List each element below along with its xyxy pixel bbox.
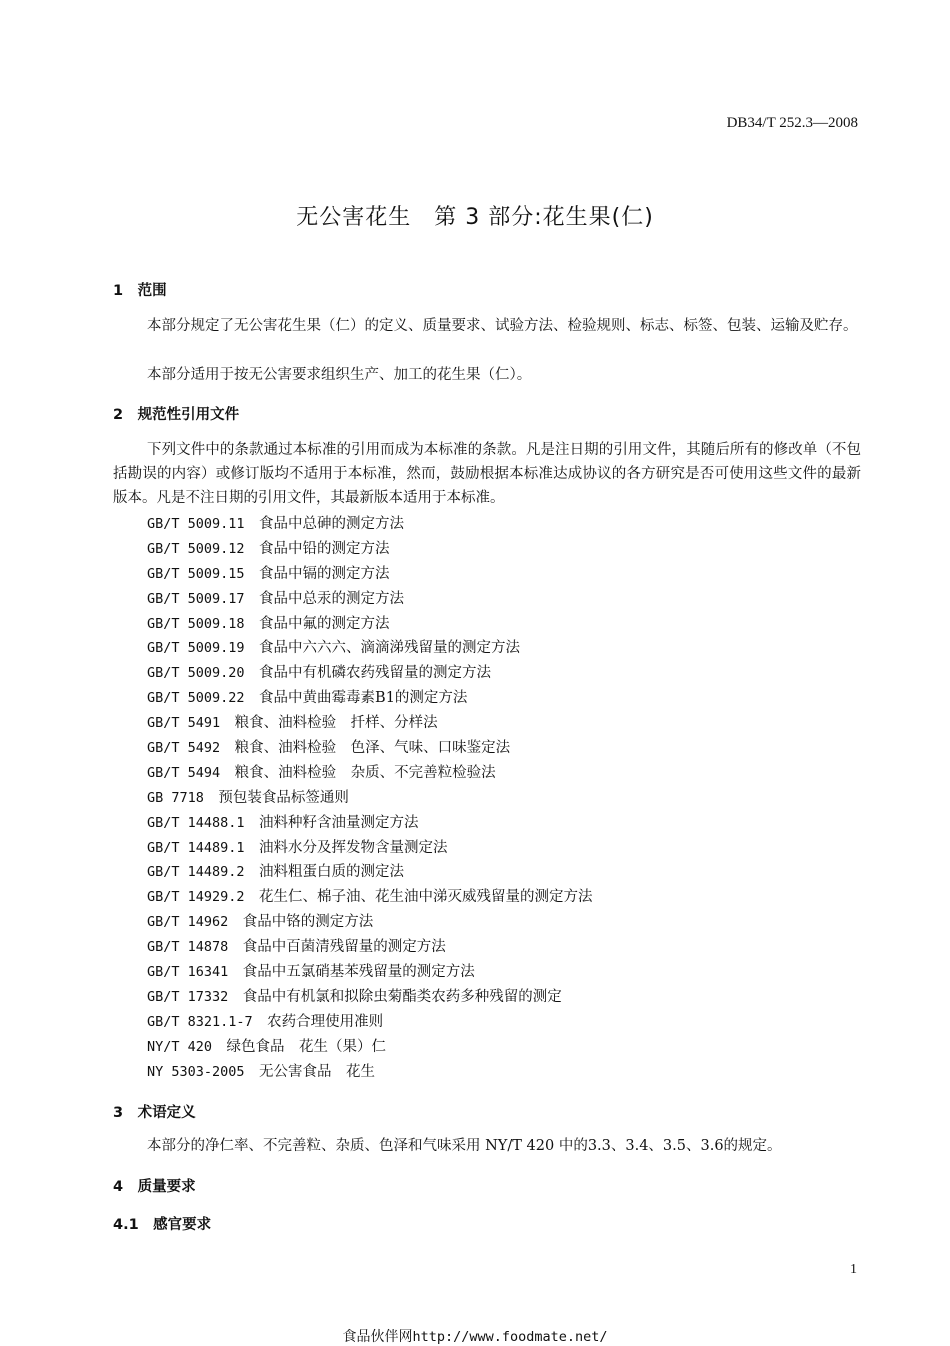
reference-list [147, 512, 593, 1084]
section-4-1-heading: 4.1 感官要求 [113, 1217, 212, 1233]
reference-item [147, 786, 593, 811]
reference-title: 无公害食品 花生 [259, 1063, 376, 1080]
reference-item [147, 1035, 593, 1060]
reference-code: NY/T 420 [147, 1038, 213, 1055]
footer-url[interactable]: http://www.foodmate.net/ [412, 1329, 608, 1345]
reference-code: GB/T 8321.1-7 [147, 1013, 253, 1030]
reference-item [147, 612, 593, 637]
reference-code: GB/T 14929.2 [147, 889, 245, 906]
reference-item [147, 711, 593, 736]
reference-title: 粮食、油料检验 杂质、不完善粒检验法 [234, 764, 496, 781]
reference-item [147, 736, 593, 761]
reference-item [147, 562, 593, 587]
reference-item [147, 761, 593, 786]
reference-item [147, 537, 593, 562]
reference-code: GB/T 5009.18 [147, 615, 245, 632]
reference-title: 食品中氟的测定方法 [259, 615, 390, 632]
reference-title: 食品中镉的测定方法 [259, 565, 390, 582]
section-2-paragraph-1: 下列文件中的条款通过本标准的引用而成为本标准的条款。凡是注日期的引用文件，其随后所有的修改单（不包括勘误的内容）或修订版均不适用于本标准，然而，鼓励根据本标准达成协议的各方研究是否可使用这些文件的最新版本。凡是不注日期的引用文件，其最新版本适用于本标准。 [113, 442, 861, 506]
reference-title: 食品中五氯硝基苯残留量的测定方法 [242, 964, 475, 981]
reference-code: GB/T 17332 [147, 988, 229, 1005]
section-1-heading: 1 范围 [113, 283, 167, 299]
section-1-paragraph-1: 本部分规定了无公害花生果（仁）的定义、质量要求、试验方法、检验规则、标志、标签、包装、运输及贮存。 [147, 318, 858, 334]
document-title: 无公害花生 第 3 部分:花生果(仁) [296, 205, 654, 230]
reference-code: GB/T 5009.11 [147, 516, 245, 532]
reference-code: GB/T 5009.19 [147, 640, 245, 657]
reference-code: GB/T 14489.2 [147, 864, 245, 881]
reference-code: NY 5303-2005 [147, 1063, 245, 1080]
reference-item [147, 836, 593, 861]
reference-item [147, 885, 593, 910]
reference-code: GB/T 5009.22 [147, 690, 245, 707]
reference-title: 食品中总砷的测定方法 [259, 516, 405, 532]
reference-item [147, 512, 593, 537]
reference-code: GB/T 16341 [147, 964, 229, 981]
section-4-heading: 4 质量要求 [113, 1179, 196, 1195]
reference-title: 花生仁、棉子油、花生油中涕灭威残留量的测定方法 [259, 889, 593, 906]
reference-item [147, 960, 593, 985]
reference-item [147, 985, 593, 1010]
section-2-heading: 2 规范性引用文件 [113, 407, 240, 423]
reference-code: GB/T 14878 [147, 939, 229, 956]
footer [0, 1326, 950, 1346]
reference-code: GB/T 5009.15 [147, 565, 245, 582]
reference-code: GB/T 5009.20 [147, 665, 245, 682]
reference-title: 油料水分及挥发物含量测定法 [259, 839, 448, 856]
reference-title: 食品中黄曲霉毒素B1的测定方法 [259, 690, 468, 707]
reference-item [147, 1010, 593, 1035]
section-3-paragraph-1: 本部分的净仁率、不完善粒、杂质、色泽和气味采用 NY/T 420 中的3.3、3.4、3.5、3.6的规定。 [147, 1138, 782, 1154]
reference-item [147, 935, 593, 960]
reference-code: GB 7718 [147, 789, 204, 806]
page-number: 1 [850, 1262, 857, 1277]
reference-title: 食品中总汞的测定方法 [259, 590, 405, 607]
reference-title: 油料种籽含油量测定方法 [259, 814, 419, 831]
reference-title: 食品中六六六、滴滴涕残留量的测定方法 [259, 640, 521, 657]
reference-title: 预包装食品标签通则 [218, 789, 349, 806]
reference-title: 农药合理使用准则 [267, 1013, 384, 1030]
section-1-paragraph-2: 本部分适用于按无公害要求组织生产、加工的花生果（仁）。 [147, 367, 532, 383]
reference-title: 食品中百菌清残留量的测定方法 [242, 939, 446, 956]
reference-code: GB/T 5009.12 [147, 540, 245, 557]
reference-code: GB/T 14488.1 [147, 814, 245, 831]
reference-item [147, 1060, 593, 1085]
reference-code: GB/T 14489.1 [147, 839, 245, 856]
reference-title: 食品中有机磷农药残留量的测定方法 [259, 665, 492, 682]
reference-item [147, 686, 593, 711]
section-3-heading: 3 术语定义 [113, 1105, 196, 1121]
reference-title: 绿色食品 花生（果）仁 [226, 1038, 387, 1055]
reference-item [147, 661, 593, 686]
reference-code: GB/T 5491 [147, 715, 221, 732]
reference-item [147, 587, 593, 612]
reference-title: 粮食、油料检验 色泽、气味、口味鉴定法 [234, 740, 511, 757]
reference-code: GB/T 5009.17 [147, 590, 245, 607]
reference-code: GB/T 14962 [147, 914, 229, 931]
document-code: DB34/T 252.3—2008 [726, 115, 858, 131]
reference-item [147, 860, 593, 885]
reference-title: 粮食、油料检验 扦样、分样法 [234, 715, 438, 732]
reference-code: GB/T 5494 [147, 764, 221, 781]
reference-title: 油料粗蛋白质的测定法 [259, 864, 405, 881]
reference-item [147, 811, 593, 836]
footer-site: 食品伙伴网 [342, 1329, 413, 1345]
reference-title: 食品中铬的测定方法 [242, 914, 374, 931]
reference-title: 食品中有机氯和拟除虫菊酯类农药多种残留的测定 [242, 988, 562, 1005]
reference-title: 食品中铅的测定方法 [259, 540, 390, 557]
reference-item [147, 910, 593, 935]
reference-code: GB/T 5492 [147, 740, 221, 757]
reference-item [147, 636, 593, 661]
